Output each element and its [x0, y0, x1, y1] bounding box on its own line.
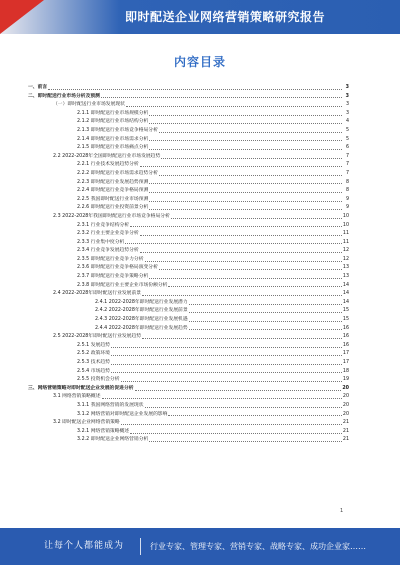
toc-entry-title: 二、即时配送行业市场分析及预测: [28, 93, 100, 99]
toc-leader-dots: [121, 381, 342, 382]
toc-entry-page: 18: [342, 368, 349, 374]
toc-entry-page: 12: [342, 248, 349, 254]
toc-leader-dots: [130, 433, 342, 434]
toc-leader-dots: [168, 415, 341, 416]
toc-leader-dots: [140, 235, 342, 236]
toc-leader-dots: [130, 226, 342, 227]
toc-leader-dots: [149, 278, 342, 279]
toc-entry-page: 9: [345, 205, 349, 211]
toc-entry[interactable]: [28, 350, 349, 359]
toc-leader-dots: [125, 243, 342, 244]
toc-entry-title: 一、前言: [28, 85, 48, 90]
footer-banner: [0, 528, 400, 565]
toc-entry-page: 15: [342, 317, 349, 323]
toc-entry[interactable]: [28, 101, 349, 110]
toc-leader-dots: [189, 321, 342, 322]
toc-entry-title: 2.3.2 行业主要企业竞争分析: [77, 231, 139, 237]
toc-leader-dots: [189, 304, 342, 305]
toc-leader-dots: [149, 123, 342, 124]
toc-entry-page: 14: [342, 299, 349, 305]
toc-entry-title: 2.3.8 即时配送行业主要企业市场份额分析: [77, 282, 168, 288]
toc-entry-page: 10: [342, 213, 349, 219]
red-corner-decoration: [0, 0, 44, 34]
toc-entry-page: 16: [342, 342, 349, 348]
toc-entry-page: 10: [342, 222, 349, 228]
toc-leader-dots: [102, 398, 342, 399]
toc-entry[interactable]: [28, 222, 349, 231]
toc-entry-title: 2.3.5 即时配送行业竞争力分析: [77, 256, 144, 262]
toc-leader-dots: [149, 115, 342, 116]
toc-entry-page: 15: [342, 308, 349, 314]
toc-entry-title: 2.3.4 行业竞争发展趋势分析: [77, 248, 139, 254]
toc-entry[interactable]: [28, 213, 349, 222]
toc-entry-page: 17: [342, 351, 349, 357]
toc-entry-page: 16: [342, 334, 349, 340]
toc-entry[interactable]: [28, 419, 349, 428]
toc-entry-page: 7: [345, 153, 349, 159]
toc-entry-page: 7: [345, 170, 349, 176]
toc-entry-page: 11: [342, 231, 349, 237]
toc-entry[interactable]: [28, 110, 349, 119]
toc-entry[interactable]: [28, 342, 349, 351]
toc-leader-dots: [111, 347, 342, 348]
toc-heading: 内容目录: [173, 55, 226, 69]
toc-entry-page: 19: [342, 377, 349, 383]
toc-leader-dots: [145, 261, 342, 262]
toc-leader-dots: [101, 97, 342, 98]
toc-entry-title: 2.2.2 即时配送行业市场需求趋势分析: [77, 170, 158, 176]
toc-leader-dots: [135, 390, 342, 391]
toc-entry-title: 3.2 即时配送企业网络营销策略: [53, 420, 120, 426]
page-number: 1: [340, 508, 344, 514]
toc-entry[interactable]: [28, 307, 349, 316]
toc-entry-title: 2.3.7 即时配送行业竞争策略分析: [77, 274, 149, 280]
toc-leader-dots: [48, 89, 342, 90]
toc-entry[interactable]: [28, 179, 349, 188]
toc-entry[interactable]: [28, 84, 349, 93]
toc-entry-page: 20: [342, 411, 349, 417]
toc-entry[interactable]: [28, 127, 349, 136]
toc-entry[interactable]: [28, 325, 349, 334]
toc-entry-page: 20: [342, 385, 349, 391]
toc-entry-title: 3.1 网络营销策略概述: [53, 394, 101, 400]
toc-entry-title: 2.2.1 行业技术发展趋势分析: [77, 162, 139, 168]
report-title: 即时配送企业网络营销策略研究报告: [124, 10, 325, 24]
toc-entry[interactable]: [28, 368, 349, 377]
toc-entry-title: 2.2.6 即时配送行业投资前景分析: [77, 205, 149, 211]
toc-entry-page: 17: [342, 360, 349, 365]
toc-leader-dots: [126, 106, 342, 107]
toc-leader-dots: [142, 295, 342, 296]
toc-entry-page: 20: [342, 394, 349, 400]
toc-leader-dots: [159, 269, 342, 270]
toc-leader-dots: [145, 407, 342, 408]
toc-entry-page: 3: [345, 85, 349, 90]
toc-entry-page: 13: [342, 265, 349, 271]
toc-entry-title: 3.2.1 网络营销策略概述: [77, 428, 130, 434]
toc-leader-dots: [149, 192, 342, 193]
toc-leader-dots: [159, 132, 342, 133]
toc-entry[interactable]: [28, 187, 349, 196]
toc-entry[interactable]: [28, 359, 349, 368]
toc-entry[interactable]: [28, 196, 349, 205]
toc-entry-page: 14: [342, 282, 349, 288]
toc-entry[interactable]: [28, 411, 349, 420]
toc-leader-dots: [121, 424, 342, 425]
toc-entry[interactable]: [28, 247, 349, 256]
toc-entry-page: 8: [345, 188, 349, 194]
toc-entry-title: 2.5 2022-2028年即时配送行业发展趋势: [53, 334, 142, 340]
toc-entry-title: 2.1.4 即时配送行业市场需求分析: [77, 136, 149, 142]
toc-leader-dots: [111, 372, 342, 373]
toc-entry[interactable]: [28, 273, 349, 282]
toc-entry-page: 3: [345, 102, 349, 108]
toc-entry-page: 20: [342, 402, 349, 408]
toc-entry-title: 3.1.1 我国网络营销的发展现状: [77, 402, 144, 408]
toc-entry-title: 2.4.3 2022-2028年即时配送行业发展机遇: [95, 317, 188, 323]
toc-entry-page: 5: [345, 127, 349, 133]
toc-entry[interactable]: [28, 376, 349, 385]
toc-leader-dots: [161, 158, 342, 159]
toc-leader-dots: [111, 355, 342, 356]
toc-leader-dots: [111, 364, 342, 365]
toc-leader-dots: [149, 209, 342, 210]
toc-entry-page: 8: [345, 179, 349, 185]
toc-entry-page: 9: [345, 196, 349, 202]
toc-entry-title: 2.4 2022-2028年即时配送行业发展前景: [53, 291, 142, 297]
toc-entry-title: 三、网络营销策略对即时配送企业发展的促进分析: [28, 385, 134, 391]
toc-entry[interactable]: [28, 402, 349, 411]
toc-entry-title: 2.4.4 2022-2028年即时配送行业发展趋势: [95, 325, 188, 331]
toc-entry[interactable]: [28, 264, 349, 273]
toc-entry-page: 5: [345, 136, 349, 142]
toc-entry-title: 2.5.3 技术趋势: [77, 360, 110, 365]
toc-entry[interactable]: [28, 436, 349, 445]
toc-entry-title: 2.2.3 即时配送行业发展趋势预测: [77, 179, 149, 185]
toc-entry[interactable]: [28, 385, 349, 394]
toc-leader-dots: [149, 149, 342, 150]
toc-leader-dots: [189, 312, 342, 313]
toc-entry-page: 12: [342, 256, 349, 262]
toc-entry[interactable]: [28, 93, 349, 102]
toc-entry-title: 2.5.5 投资机会分析: [77, 377, 120, 383]
toc-entry[interactable]: [28, 161, 349, 170]
toc-entry-title: 2.5.4 市场趋势: [77, 368, 110, 374]
toc-entry[interactable]: [28, 428, 349, 437]
toc-entry[interactable]: [28, 393, 349, 402]
toc-leader-dots: [189, 329, 342, 330]
toc-entry[interactable]: [28, 144, 349, 153]
footer-slogan-right: 行业专家、管理专家、营销专家、战略专家、成功企业家……: [150, 542, 366, 551]
toc-entry-title: 2.1.1 即时配送行业市场规模分析: [77, 110, 149, 116]
toc-entry[interactable]: [28, 136, 349, 145]
table-of-contents: [28, 84, 349, 445]
toc-entry[interactable]: [28, 282, 349, 291]
footer-divider: [140, 538, 141, 555]
toc-entry-title: 2.5.1 发展趋势: [77, 342, 110, 348]
toc-entry-page: 3: [345, 93, 349, 99]
toc-entry-page: 21: [342, 428, 349, 434]
toc-entry-title: 2.3.6 即时配送行业竞争格局演变分析: [77, 265, 158, 271]
toc-entry[interactable]: [28, 290, 349, 299]
toc-leader-dots: [168, 286, 341, 287]
toc-entry[interactable]: [28, 170, 349, 179]
toc-leader-dots: [140, 166, 342, 167]
toc-entry-title: 2.4.1 2022-2028年即时配送行业发展潜力: [95, 299, 188, 305]
toc-entry-title: 2.4.2 2022-2028年即时配送行业发展前景: [95, 308, 188, 314]
toc-leader-dots: [140, 252, 342, 253]
toc-entry-title: 2.3.1 行业竞争结构分析: [77, 222, 130, 228]
toc-entry-title: 2.1.2 即时配送行业市场结构分析: [77, 119, 149, 125]
toc-leader-dots: [149, 140, 342, 141]
toc-entry-title: 2.2 2022-2028年全国即时配送行业市场发展趋势: [53, 153, 161, 159]
toc-entry-title: 2.2.4 即时配送行业竞争格局预测: [77, 188, 149, 194]
toc-entry-title: （一）即时配送行业市场发展现状: [53, 102, 125, 108]
toc-entry[interactable]: [28, 153, 349, 162]
toc-entry-page: 4: [345, 119, 349, 125]
toc-entry-title: 2.3.3 行业集中度分析: [77, 239, 125, 245]
toc-entry[interactable]: [28, 118, 349, 127]
toc-entry-title: 2.2.5 我国即时配送行业市场预测: [77, 196, 149, 202]
toc-leader-dots: [142, 338, 342, 339]
toc-leader-dots: [171, 218, 342, 219]
toc-entry-title: 2.1.5 即时配送行业市场痛点分析: [77, 145, 149, 151]
toc-entry-page: 6: [345, 145, 349, 151]
toc-entry-title: 2.3 2022-2028年我国即时配送行业市场竞争格局分析: [53, 213, 170, 219]
toc-leader-dots: [159, 175, 342, 176]
toc-entry[interactable]: [28, 333, 349, 342]
toc-entry-title: 3.1.2 网络营销对即时配送企业发展的影响: [77, 411, 168, 417]
toc-entry[interactable]: [28, 230, 349, 239]
footer-slogan-left: 让每个人都能成为: [44, 541, 125, 551]
toc-entry[interactable]: [28, 299, 349, 308]
toc-entry-page: 16: [342, 325, 349, 331]
toc-entry-title: 2.1.3 即时配送行业市场竞争格局分析: [77, 127, 158, 133]
toc-entry[interactable]: [28, 316, 349, 325]
header-banner: [0, 0, 400, 34]
toc-leader-dots: [149, 441, 342, 442]
toc-entry-page: 3: [345, 110, 349, 116]
toc-entry-page: 11: [342, 239, 349, 245]
toc-entry[interactable]: [28, 204, 349, 213]
toc-entry-page: 21: [342, 437, 349, 443]
toc-entry-page: 13: [342, 274, 349, 280]
toc-leader-dots: [149, 201, 342, 202]
toc-entry-title: 2.5.2 政策环境: [77, 351, 110, 357]
toc-entry-page: 21: [342, 420, 349, 426]
toc-entry-title: 3.2.2 即时配送企业网络营销分析: [77, 437, 149, 443]
toc-entry[interactable]: [28, 239, 349, 248]
toc-entry[interactable]: [28, 256, 349, 265]
toc-entry-page: 7: [345, 162, 349, 168]
toc-leader-dots: [149, 183, 342, 184]
toc-entry-page: 14: [342, 291, 349, 297]
